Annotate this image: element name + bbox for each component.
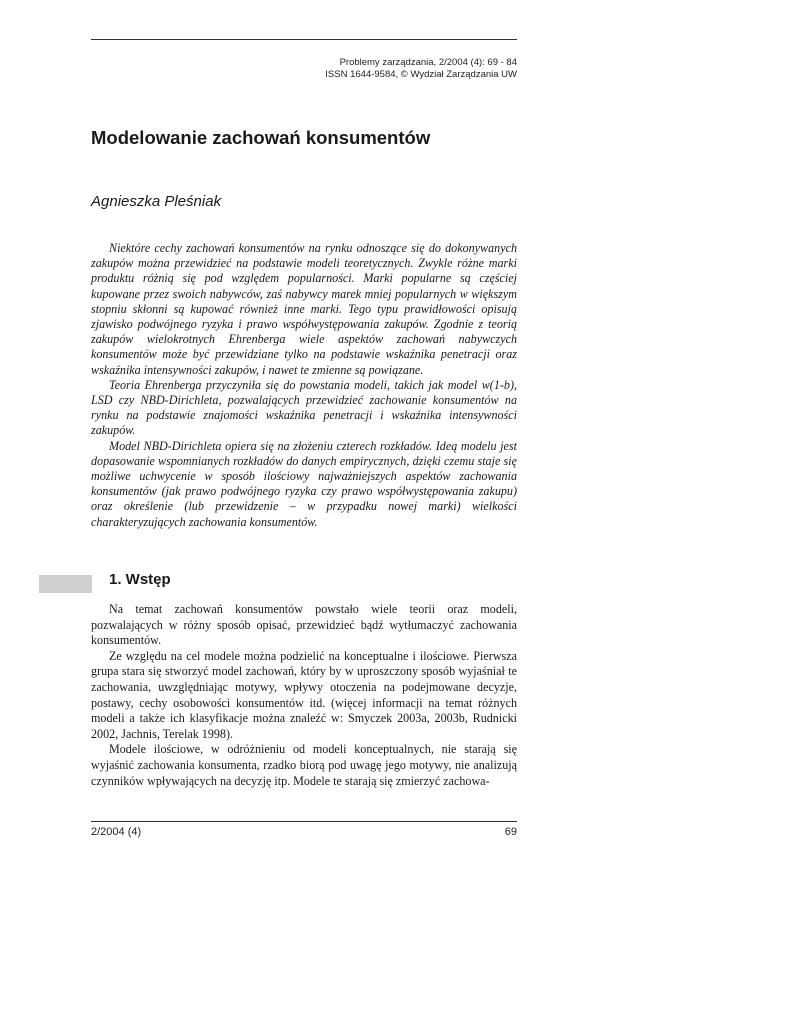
journal-header [325, 57, 517, 80]
footer-issue: 2/2004 (4) [91, 826, 142, 838]
issn-line: ISSN 1644-9584, © Wydział Zarządzania UW [325, 68, 517, 80]
body-paragraph: Na temat zachowań konsumentów powstało wiele teorii oraz modeli, pozwalających w różny sposób opisać, przewidzieć bądź wytłumaczyć zachowania konsumentów. [91, 602, 517, 648]
abstract [91, 241, 517, 530]
body-paragraph: Ze względu na cel modele można podzielić na konceptualne i ilościowe. Pierwsza grupa stara się stworzyć model zachowań, który by w uproszczony sposób wyjaśniał te zachowania, uwzględniając motywy, wpływy otoczenia na podejmowane decyzje, postawy, cechy osobowości konsumentów itd. (więcej informacji na temat różnych modeli a także ich klasyfikacje można znaleźć w: Smyczek 2003a, 2003b, Rudnicki 2002, Jachnis, Terelak 1998). [91, 648, 517, 741]
article-title: Modelowanie zachowań konsumentów [91, 127, 431, 148]
abstract-paragraph: Teoria Ehrenberga przyczyniła się do powstania modeli, takich jak model w(1-b), LSD czy NBD-Dirichleta, pozwalających przewidzieć zachowanie konsumentów na rynku na podstawie znajomości wskaźnika penetracji i wskaźnika intensywności zakupów. [91, 377, 517, 438]
section-marker-bar [39, 575, 92, 593]
article-author: Agnieszka Pleśniak [91, 193, 222, 210]
abstract-paragraph: Niektóre cechy zachowań konsumentów na rynku odnoszące się do dokonywanych zakupów można przewidzieć na podstawie modeli teoretycznych. Zwykle różne marki produktu różnią się pod względem popularności. Marki popularne są częściej kupowane przez swoich nabywców, zaś nabywcy marek mniej popularnych w większym stopniu skłonni są kupować również inne marki. Tego typu prawidłowości opisują zjawisko podwójnego ryzyka i prawo współwystępowania zakupów. Zgodnie z teorią zakupów wielokrotnych Ehrenberga wiele aspektów zachowań nabywczych konsumentów może być przewidziane tylko na podstawie wskaźnika penetracji oraz wskaźnika intensywności zakupów, i nawet te zmienne są powiązane. [91, 241, 517, 377]
abstract-paragraph: Model NBD-Dirichleta opiera się na złożeniu czterech rozkładów. Ideą modelu jest dopasowanie wspomnianych rozkładów do danych empirycznych, dzięki czemu staje się możliwe uchwycenie w sposób ilościowy najważniejszych aspektów zachowania konsumentów (jak prawo podwójnego ryzyka czy prawo współwystępowania zakupu) oraz określenie (lub przewidzenie – w przypadku nowej marki) wielkości charakteryzujących zachowania konsumentów. [91, 438, 517, 529]
page-number: 69 [504, 826, 517, 838]
footer-rule [91, 821, 517, 822]
journal-citation: Problemy zarządzania, 2/2004 (4): 69 - 84 [339, 57, 517, 68]
body-paragraph: Modele ilościowe, w odróżnieniu od modeli konceptualnych, nie starają się wyjaśnić zachowania konsumenta, rzadko biorą pod uwagę jego motywy, nie analizują czynników wpływających na decyzję itp. Modele te starają się zmierzyć zachowa- [91, 742, 517, 788]
section-heading: 1. Wstęp [109, 571, 171, 588]
header-rule [91, 39, 517, 40]
body-text [91, 602, 517, 789]
